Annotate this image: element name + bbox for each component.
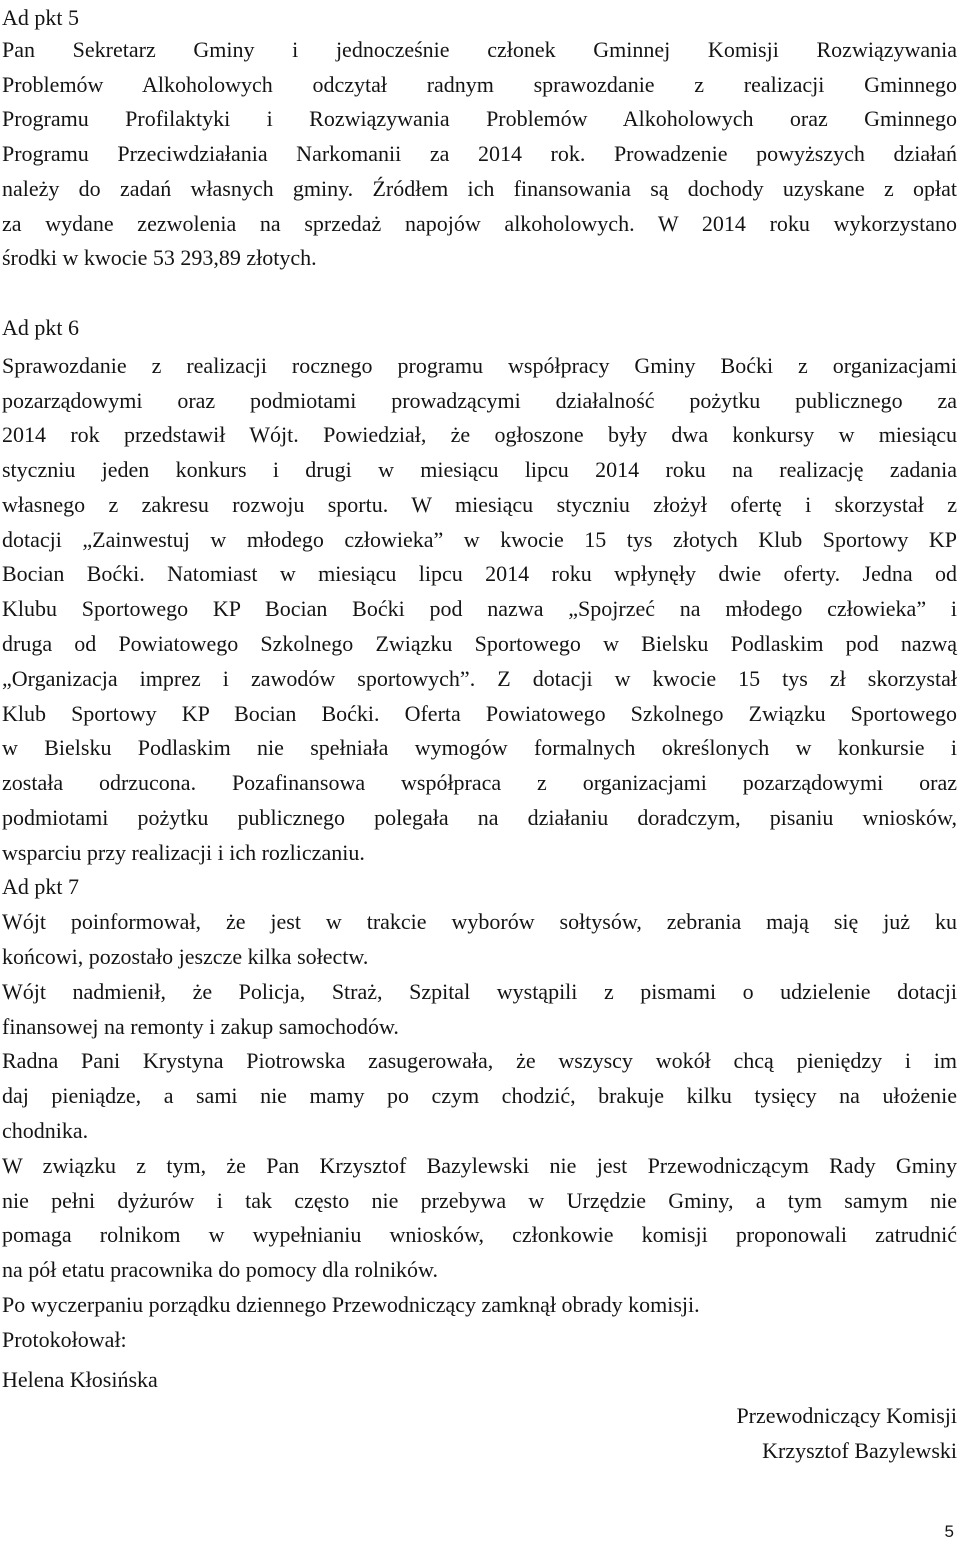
paragraph-line: należy do zadań własnych gminy. Źródłem ich finansowania są dochody uzyskane z opłat	[2, 176, 957, 201]
paragraph-line: chodnika.	[2, 1118, 89, 1143]
paragraph-line: Bocian Boćki. Natomiast w miesiącu lipcu 2014 roku wpłynęły dwie oferty. Jedna od	[2, 561, 957, 586]
paragraph-line: Po wyczerpaniu porządku dziennego Przewodniczący zamknął obrady komisji.	[2, 1292, 700, 1317]
paragraph-line: na pół etatu pracownika do pomocy dla rolników.	[2, 1257, 439, 1282]
paragraph-line: druga od Powiatowego Szkolnego Związku Sportowego w Bielsku Podlaskim pod nazwą	[2, 631, 957, 656]
paragraph-line: dotacji „Zainwestuj w młodego człowieka” w kwocie 15 tys złotych Klub Sportowy KP	[2, 527, 957, 552]
section-heading-pkt5: Ad pkt 5	[2, 5, 79, 30]
paragraph-line: Problemów Alkoholowych odczytał radnym sprawozdanie z realizacji Gminnego	[2, 72, 957, 97]
paragraph-line: styczniu jeden konkurs i drugi w miesiącu lipcu 2014 roku na realizację zadania	[2, 457, 957, 482]
paragraph-line: podmiotami pożytku publicznego polegała na działaniu doradczym, pisaniu wniosków,	[2, 805, 957, 830]
paragraph-line: została odrzucona. Pozafinansowa współpraca z organizacjami pozarządowymi oraz	[2, 770, 957, 795]
paragraph-line: Radna Pani Krystyna Piotrowska zasugerowała, że wszyscy wokół chcą pieniędzy i im	[2, 1048, 957, 1073]
paragraph-line: Sprawozdanie z realizacji rocznego programu współpracy Gminy Boćki z organizacjami	[2, 353, 957, 378]
section-heading-pkt7: Ad pkt 7	[2, 874, 79, 899]
paragraph-line: Programu Przeciwdziałania Narkomanii za 2014 rok. Prowadzenie powyższych działań	[2, 141, 957, 166]
paragraph-line: Programu Profilaktyki i Rozwiązywania Problemów Alkoholowych oraz Gminnego	[2, 106, 957, 131]
page-number: 5	[944, 1522, 954, 1541]
section-heading-pkt6: Ad pkt 6	[2, 315, 79, 340]
paragraph-line: nie pełni dyżurów i tak często nie przebywa w Urzędzie Gminy, a tym samym nie	[2, 1188, 957, 1213]
paragraph-line: końcowi, pozostało jeszcze kilka sołectw.	[2, 944, 369, 969]
paragraph-line: 2014 rok przedstawił Wójt. Powiedział, że ogłoszone były dwa konkursy w miesiącu	[2, 422, 957, 447]
paragraph-line: W związku z tym, że Pan Krzysztof Bazylewski nie jest Przewodniczącym Rady Gminy	[2, 1153, 957, 1178]
paragraph-line: środki w kwocie 53 293,89 złotych.	[2, 245, 317, 270]
paragraph-line: pomaga rolnikom w wypełnianiu wniosków, członkowie komisji proponowali zatrudnić	[2, 1222, 957, 1247]
paragraph-line: Klub Sportowy KP Bocian Boćki. Oferta Powiatowego Szkolnego Związku Sportowego	[2, 701, 957, 726]
recorder-name: Helena Kłosińska	[2, 1367, 158, 1392]
paragraph-line: pozarządowymi oraz podmiotami prowadzącymi działalność pożytku publicznego za	[2, 388, 957, 413]
signature-title: Przewodniczący Komisji	[736, 1403, 957, 1428]
paragraph-line: własnego z zakresu rozwoju sportu. W miesiącu styczniu złożył ofertę i skorzystał z	[2, 492, 957, 517]
paragraph-line: finansowej na remonty i zakup samochodów.	[2, 1014, 399, 1039]
recorder-label: Protokołował:	[2, 1327, 127, 1352]
paragraph-line: Wójt poinformował, że jest w trakcie wyborów sołtysów, zebrania mają się już ku	[2, 909, 957, 934]
paragraph-line: „Organizacja imprez i zawodów sportowych”. Z dotacji w kwocie 15 tys zł skorzystał	[2, 666, 957, 691]
paragraph-line: Pan Sekretarz Gminy i jednocześnie członek Gminnej Komisji Rozwiązywania	[2, 37, 957, 62]
paragraph-line: za wydane zezwolenia na sprzedaż napojów alkoholowych. W 2014 roku wykorzystano	[2, 211, 957, 236]
paragraph-line: w Bielsku Podlaskim nie spełniała wymogów formalnych określonych w konkursie i	[2, 735, 957, 760]
paragraph-line: daj pieniądze, a sami nie mamy po czym chodzić, brakuje kilku tysięcy na ułożenie	[2, 1083, 957, 1108]
paragraph-line: Klubu Sportowego KP Bocian Boćki pod nazwa „Spojrzeć na młodego człowieka” i	[2, 596, 957, 621]
paragraph-line: wsparciu przy realizacji i ich rozliczaniu.	[2, 840, 365, 865]
paragraph-line: Wójt nadmienił, że Policja, Straż, Szpital wystąpili z pismami o udzielenie dotacji	[2, 979, 957, 1004]
signature-name: Krzysztof Bazylewski	[762, 1438, 957, 1463]
